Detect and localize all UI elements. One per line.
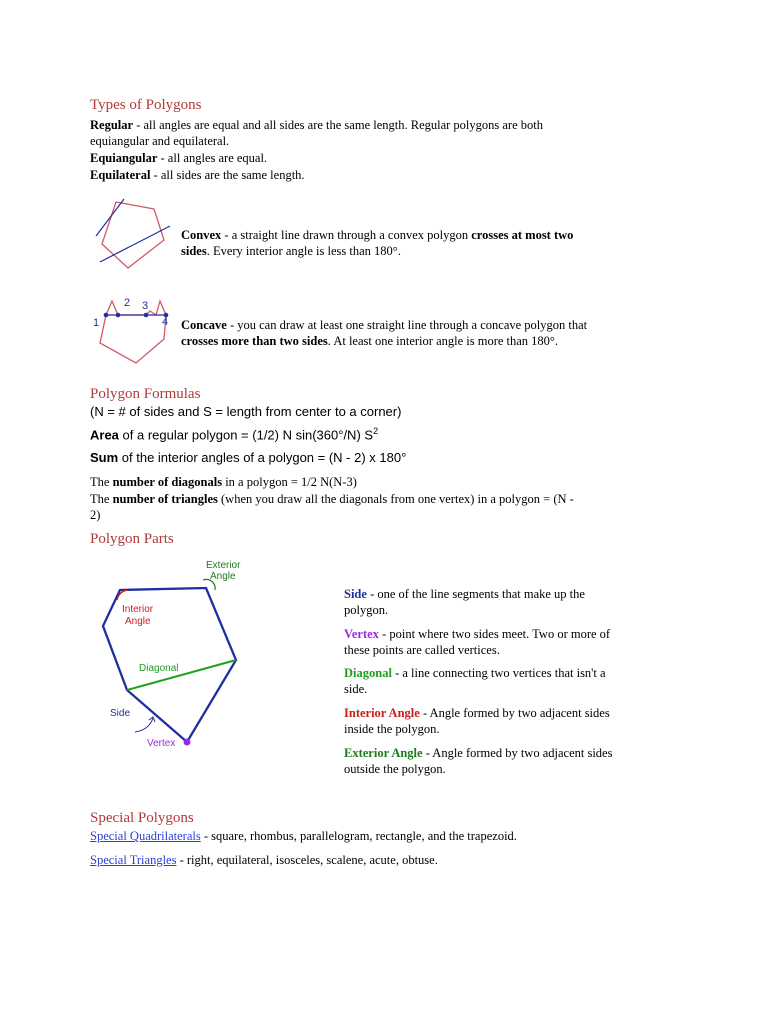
sum-formula — [90, 450, 406, 465]
vertex-definition — [344, 626, 674, 658]
interior-def-1: - Angle formed by two adjacent sides — [419, 706, 610, 720]
side-term: Side — [344, 587, 367, 601]
concave-bold: crosses more than two sides — [181, 334, 328, 348]
regular-term: Regular — [90, 118, 134, 132]
equiangular-term: Equiangular — [90, 151, 158, 165]
special-heading: Special Polygons — [90, 810, 194, 826]
interior-def-2: inside the polygon. — [344, 722, 440, 736]
types-heading: Types of Polygons — [90, 97, 202, 113]
area-superscript: 2 — [373, 426, 379, 436]
special-quadrilaterals-text: - square, rhombus, parallelogram, rectangle, and the trapezoid. — [200, 829, 517, 843]
concave-label-3: 3 — [142, 300, 149, 312]
exterior-angle-label-1: Exterior — [206, 560, 241, 571]
equilateral-def: - all sides are the same length. — [150, 168, 305, 182]
special-quadrilaterals-link[interactable]: Special Quadrilaterals — [90, 829, 201, 843]
convex-definition — [181, 227, 661, 259]
concave-def-a: - you can draw at least one straight line through a concave polygon that — [226, 318, 588, 332]
parts-heading: Polygon Parts — [90, 531, 174, 547]
exterior-def-2: outside the polygon. — [344, 762, 446, 776]
interior-angle-term: Interior Angle — [344, 706, 420, 720]
concave-definition — [181, 317, 701, 349]
parts-vertex-dot — [184, 739, 191, 746]
triangles-text-2: 2) — [90, 508, 101, 522]
regular-definition — [90, 117, 730, 149]
regular-def-2: equiangular and equilateral. — [90, 134, 230, 148]
diagonal-label: Diagonal — [139, 663, 179, 674]
formulas-note: (N = # of sides and S = length from center to a corner) — [90, 404, 402, 419]
special-triangles-line — [90, 852, 438, 868]
exterior-angle-term: Exterior Angle — [344, 746, 423, 760]
special-quadrilaterals-line — [90, 828, 517, 844]
concave-def-b: . At least one interior angle is more than 180°. — [327, 334, 559, 348]
side-definition — [344, 586, 674, 618]
regular-def-1: - all angles are equal and all sides are the same length. Regular polygons are both — [133, 118, 543, 132]
diagonals-pre: The — [90, 475, 113, 489]
equiangular-definition — [90, 150, 267, 166]
diagonal-definition — [344, 665, 674, 697]
equilateral-term: Equilateral — [90, 168, 151, 182]
special-triangles-text: - right, equilateral, isosceles, scalene, acute, obtuse. — [176, 853, 438, 867]
concave-label-4: 4 — [162, 316, 169, 328]
area-formula — [90, 426, 378, 442]
side-pointer-arrow — [135, 718, 153, 732]
convex-bold-b: sides — [181, 244, 207, 258]
area-text: of a regular polygon = (1/2) N sin(360°/N) S — [118, 427, 374, 443]
side-def-2: polygon. — [344, 603, 389, 617]
exterior-angle-definition — [344, 745, 674, 777]
polygon-parts-diagram — [95, 554, 255, 754]
convex-line-1 — [96, 199, 124, 236]
sum-term: Sum — [90, 450, 119, 465]
concave-label-2: 2 — [124, 297, 131, 309]
interior-angle-label-1: Interior — [122, 604, 154, 615]
diagonal-def-2: side. — [344, 682, 368, 696]
convex-pentagon — [102, 202, 164, 268]
convex-def-b: . Every interior angle is less than 180°. — [206, 244, 401, 258]
diagonal-def-1: - a line connecting two vertices that isn't a — [391, 666, 606, 680]
convex-def-a: - a straight line drawn through a convex polygon — [221, 228, 472, 242]
diagonal-term: Diagonal — [344, 666, 392, 680]
formulas-heading: Polygon Formulas — [90, 386, 201, 402]
special-triangles-link[interactable]: Special Triangles — [90, 853, 177, 867]
convex-bold-a: crosses at most two — [471, 228, 574, 242]
triangles-pre: The — [90, 492, 113, 506]
concave-label-1: 1 — [93, 317, 100, 329]
vertex-label: Vertex — [147, 738, 176, 749]
triangles-term: number of triangles — [112, 492, 218, 506]
vertex-def-2: these points are called vertices. — [344, 643, 500, 657]
triangles-formula — [90, 491, 690, 523]
interior-angle-definition — [344, 705, 674, 737]
diagonals-text: in a polygon = 1/2 N(N-3) — [222, 475, 357, 489]
sum-text: of the interior angles of a polygon = (N - 2) x 180° — [118, 450, 407, 465]
vertex-term: Vertex — [344, 627, 379, 641]
concave-point-2 — [116, 313, 121, 318]
vertex-def-1: - point where two sides meet. Two or more of — [378, 627, 611, 641]
side-label: Side — [110, 708, 131, 719]
equilateral-definition — [90, 167, 305, 183]
side-def-1: - one of the line segments that make up the — [366, 587, 585, 601]
equiangular-def: - all angles are equal. — [157, 151, 268, 165]
convex-term: Convex — [181, 228, 222, 242]
concave-point-3 — [144, 313, 149, 318]
concave-polygon — [100, 301, 169, 363]
diagonals-term: number of diagonals — [112, 475, 223, 489]
concave-term: Concave — [181, 318, 227, 332]
diagonals-formula — [90, 474, 357, 490]
concave-point-1 — [104, 313, 109, 318]
concave-polygon-figure — [90, 293, 182, 369]
exterior-angle-label-2: Angle — [210, 571, 236, 582]
convex-polygon-figure — [88, 196, 180, 276]
interior-angle-label-2: Angle — [125, 616, 151, 627]
triangles-text-1: (when you draw all the diagonals from one vertex) in a polygon = (N - — [217, 492, 574, 506]
exterior-def-1: - Angle formed by two adjacent sides — [422, 746, 613, 760]
area-term: Area — [90, 427, 119, 443]
